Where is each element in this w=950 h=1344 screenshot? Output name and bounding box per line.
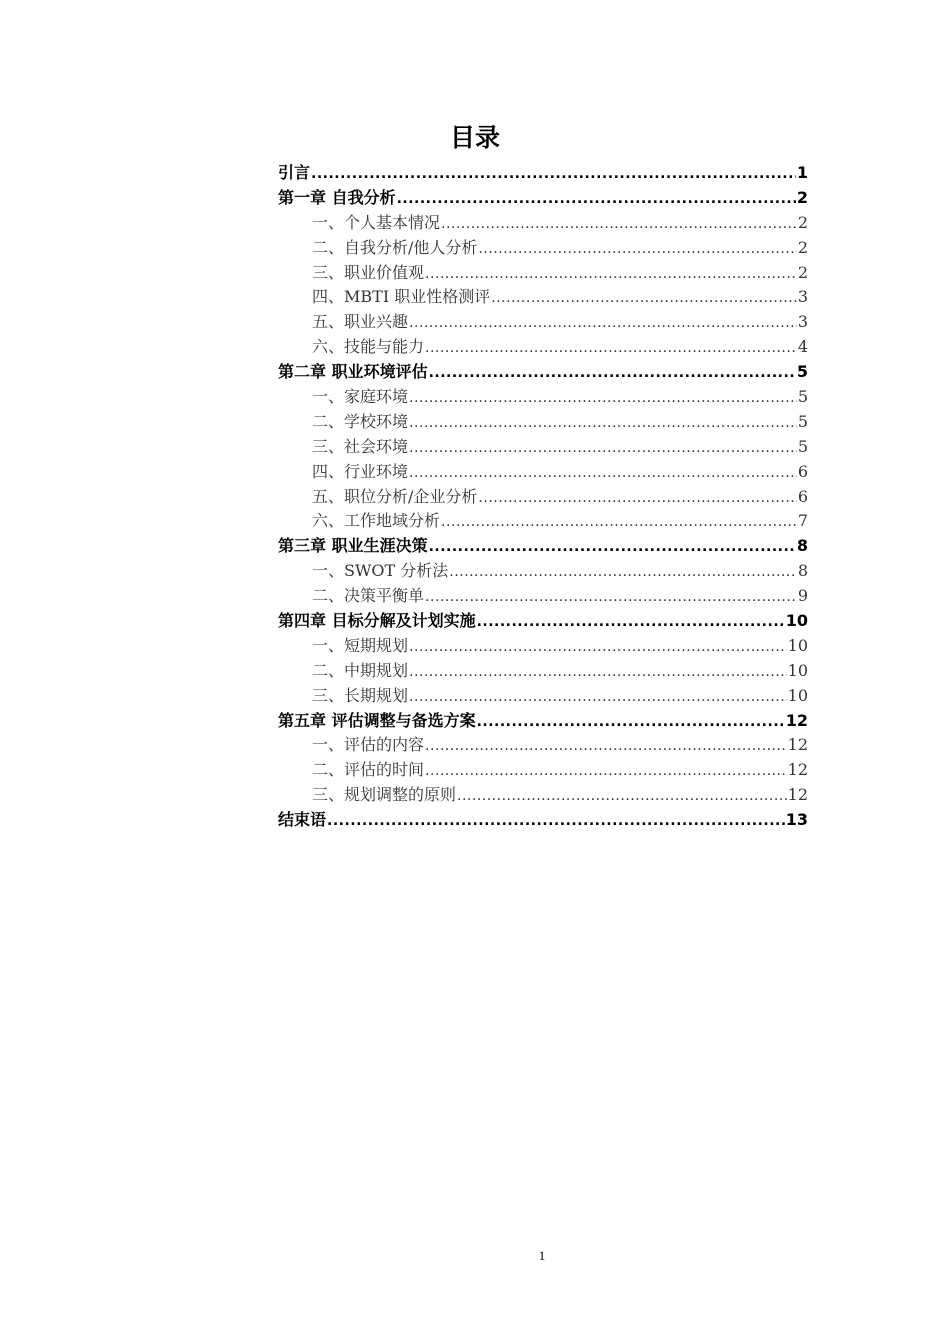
toc-entry-label: 二、评估的时间 <box>312 760 425 780</box>
toc-entry-label: 五、职位分析/企业分析 <box>312 486 478 506</box>
toc-section-entry[interactable] <box>278 385 808 410</box>
toc-entry-page-number: 12 <box>787 785 808 805</box>
toc-dot-leader <box>327 809 785 834</box>
toc-dot-leader <box>409 386 797 411</box>
toc-entry-page-number: 3 <box>797 312 808 332</box>
toc-section-entry[interactable] <box>278 584 808 609</box>
toc-entry-label: 一、家庭环境 <box>312 387 409 407</box>
toc-entry-label: 第四章 目标分解及计划实施 <box>278 611 476 631</box>
toc-section-entry[interactable] <box>278 435 808 460</box>
toc-dot-leader <box>449 560 797 585</box>
toc-dot-leader <box>441 212 797 237</box>
toc-entry-label: 四、MBTI 职业性格测评 <box>312 287 491 307</box>
toc-entry-label: 二、决策平衡单 <box>312 586 425 606</box>
toc-section-entry[interactable] <box>278 211 808 236</box>
toc-dot-leader <box>425 336 797 361</box>
toc-chapter-entry[interactable] <box>278 609 808 634</box>
toc-dot-leader <box>425 262 797 287</box>
toc-entry-page-number: 2 <box>797 212 808 232</box>
toc-entry-page-number: 9 <box>797 586 808 606</box>
toc-section-entry[interactable] <box>278 335 808 360</box>
toc-entry-page-number: 4 <box>797 337 808 357</box>
toc-section-entry[interactable] <box>278 509 808 534</box>
toc-entry-page-number: 6 <box>797 461 808 481</box>
toc-entry-label: 二、学校环境 <box>312 411 409 431</box>
toc-entry-page-number: 2 <box>797 237 808 257</box>
toc-section-entry[interactable] <box>278 634 808 659</box>
toc-dot-leader <box>441 510 797 535</box>
toc-entry-page-number: 5 <box>796 362 808 382</box>
toc-chapter-entry[interactable] <box>278 186 808 211</box>
toc-dot-leader <box>478 486 796 511</box>
toc-entry-label: 三、职业价值观 <box>312 262 425 282</box>
toc-entry-page-number: 5 <box>797 436 808 456</box>
toc-entry-label: 第五章 评估调整与备选方案 <box>278 710 476 730</box>
toc-entry-label: 二、中期规划 <box>312 660 409 680</box>
toc-entry-label: 六、技能与能力 <box>312 337 425 357</box>
toc-dot-leader <box>429 361 796 386</box>
toc-entry-page-number: 10 <box>787 635 808 655</box>
toc-section-entry[interactable] <box>278 559 808 584</box>
toc-entry-label: 一、个人基本情况 <box>312 212 441 232</box>
toc-chapter-entry[interactable] <box>278 360 808 385</box>
toc-entry-page-number: 1 <box>796 163 808 182</box>
toc-section-entry[interactable] <box>278 236 808 261</box>
toc-section-entry[interactable] <box>278 758 808 783</box>
toc-entry-label: 三、社会环境 <box>312 436 409 456</box>
toc-section-entry[interactable] <box>278 460 808 485</box>
toc-entry-label: 第三章 职业生涯决策 <box>278 536 428 556</box>
toc-entry-page-number: 12 <box>785 710 808 730</box>
toc-entry-page-number: 12 <box>787 760 808 780</box>
toc-section-entry[interactable] <box>278 310 808 335</box>
toc-entry-page-number: 10 <box>787 685 808 705</box>
toc-section-entry[interactable] <box>278 485 808 510</box>
toc-entry-label: 一、SWOT 分析法 <box>312 561 449 581</box>
toc-entry-label: 六、工作地域分析 <box>312 511 441 531</box>
toc-entry-label: 三、长期规划 <box>312 685 409 705</box>
toc-entry-label: 第二章 职业环境评估 <box>278 362 428 382</box>
toc-dot-leader <box>409 411 797 436</box>
toc-chapter-entry[interactable] <box>278 808 808 833</box>
page-title: 目录 <box>449 123 500 152</box>
toc-chapter-entry[interactable] <box>278 534 808 559</box>
table-of-contents <box>278 161 808 833</box>
toc-entry-page-number: 2 <box>797 262 808 282</box>
toc-dot-leader <box>409 311 797 336</box>
toc-section-entry[interactable] <box>278 285 808 310</box>
toc-dot-leader <box>409 660 787 685</box>
toc-entry-label: 引言 <box>278 163 311 182</box>
toc-dot-leader <box>311 162 796 187</box>
toc-entry-page-number: 8 <box>797 561 808 581</box>
toc-entry-label: 一、短期规划 <box>312 635 409 655</box>
toc-dot-leader <box>425 585 797 610</box>
toc-entry-page-number: 5 <box>797 387 808 407</box>
toc-dot-leader <box>477 710 785 735</box>
toc-dot-leader <box>425 734 787 759</box>
toc-chapter-entry[interactable] <box>278 709 808 734</box>
toc-entry-page-number: 7 <box>797 511 808 531</box>
toc-section-entry[interactable] <box>278 261 808 286</box>
toc-dot-leader <box>425 759 787 784</box>
toc-dot-leader <box>409 461 797 486</box>
toc-dot-leader <box>491 286 797 311</box>
toc-entry-page-number: 10 <box>785 611 808 631</box>
toc-entry-label: 一、评估的内容 <box>312 735 425 755</box>
toc-dot-leader <box>457 784 787 809</box>
toc-dot-leader <box>478 237 796 262</box>
toc-entry-page-number: 5 <box>797 411 808 431</box>
toc-chapter-entry[interactable] <box>278 161 808 186</box>
toc-entry-page-number: 2 <box>796 187 808 207</box>
toc-entry-page-number: 6 <box>797 486 808 506</box>
toc-entry-label: 二、自我分析/他人分析 <box>312 237 478 257</box>
toc-dot-leader <box>409 635 787 660</box>
toc-entry-page-number: 3 <box>797 287 808 307</box>
toc-entry-label: 五、职业兴趣 <box>312 312 409 332</box>
toc-dot-leader <box>397 187 796 212</box>
toc-entry-label: 结束语 <box>278 810 327 830</box>
toc-dot-leader <box>409 436 797 461</box>
toc-dot-leader <box>429 535 796 560</box>
toc-entry-page-number: 8 <box>796 536 808 556</box>
toc-entry-page-number: 10 <box>787 660 808 680</box>
toc-dot-leader <box>409 685 787 710</box>
toc-section-entry[interactable] <box>278 733 808 758</box>
toc-entry-label: 四、行业环境 <box>312 461 409 481</box>
toc-section-entry[interactable] <box>278 783 808 808</box>
toc-section-entry[interactable] <box>278 659 808 684</box>
toc-dot-leader <box>477 610 785 635</box>
toc-entry-label: 三、规划调整的原则 <box>312 785 457 805</box>
toc-entry-label: 第一章 自我分析 <box>278 187 396 207</box>
toc-entry-page-number: 12 <box>787 735 808 755</box>
toc-section-entry[interactable] <box>278 410 808 435</box>
page-number: 1 <box>538 1248 546 1263</box>
toc-section-entry[interactable] <box>278 684 808 709</box>
toc-entry-page-number: 13 <box>785 810 808 830</box>
